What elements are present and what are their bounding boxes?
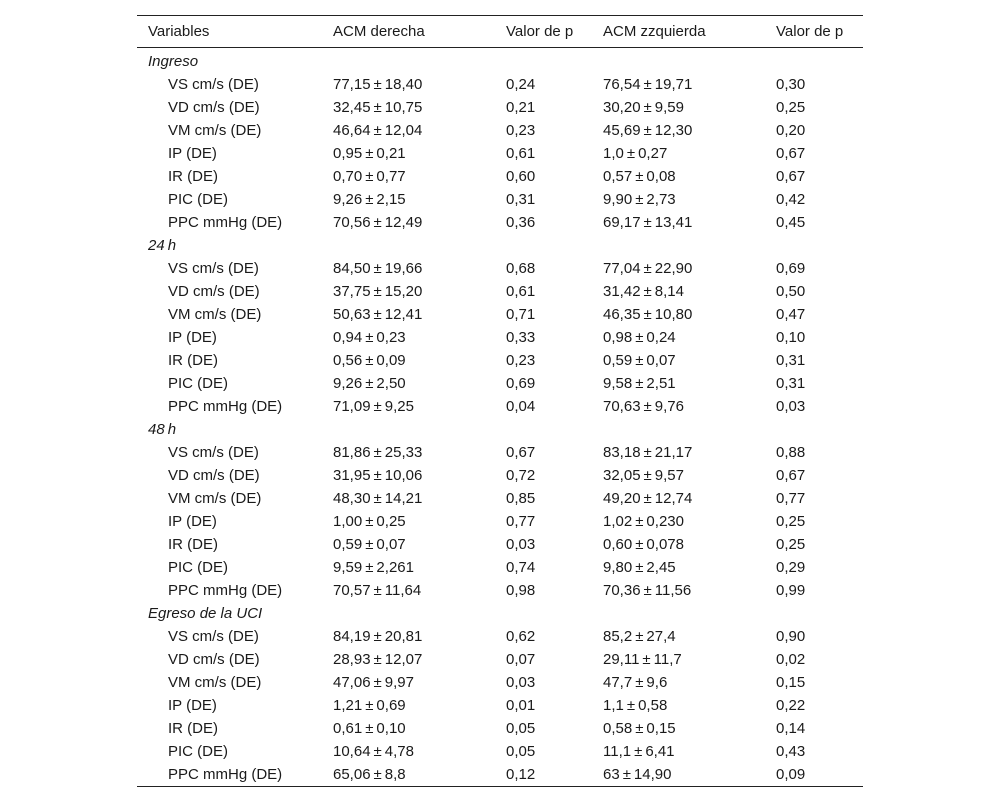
p-value-right-cell: 0,05: [506, 743, 536, 760]
acm-right-cell: 0,94 ± 0,23: [333, 329, 406, 346]
table-row: [137, 303, 863, 326]
p-value-left-cell: 0,99: [776, 582, 806, 599]
acm-right-cell: 0,59 ± 0,07: [333, 536, 406, 553]
acm-right-cell: 0,95 ± 0,21: [333, 145, 406, 162]
variable-cell: VM cm/s (DE): [168, 122, 262, 139]
p-value-right-cell: 0,62: [506, 628, 536, 645]
acm-left-cell: 11,1 ± 6,41: [603, 743, 675, 760]
acm-right-cell: 46,64 ± 12,04: [333, 122, 423, 139]
variable-cell: VM cm/s (DE): [168, 306, 262, 323]
p-value-right-cell: 0,24: [506, 76, 536, 93]
acm-right-cell: 70,57 ± 11,64: [333, 582, 422, 599]
p-value-right-cell: 0,71: [506, 306, 536, 323]
variable-cell: PIC (DE): [168, 743, 228, 760]
acm-right-cell: 1,00 ± 0,25: [333, 513, 406, 530]
section-row: [137, 418, 863, 441]
section-title: Ingreso: [148, 53, 199, 70]
acm-left-cell: 70,63 ± 9,76: [603, 398, 684, 415]
p-value-right-cell: 0,01: [506, 697, 536, 714]
acm-right-cell: 9,59 ± 2,261: [333, 559, 414, 576]
variable-cell: IR (DE): [168, 168, 218, 185]
acm-right-cell: 0,61 ± 0,10: [333, 720, 406, 737]
p-value-left-cell: 0,31: [776, 352, 806, 369]
p-value-right-cell: 0,74: [506, 559, 536, 576]
acm-left-cell: 83,18 ± 21,17: [603, 444, 693, 461]
acm-right-cell: 28,93 ± 12,07: [333, 651, 423, 668]
header-variables: Variables: [148, 23, 210, 40]
variable-cell: VS cm/s (DE): [168, 444, 259, 461]
acm-left-cell: 45,69 ± 12,30: [603, 122, 693, 139]
table-row: [137, 671, 863, 694]
acm-left-cell: 0,60 ± 0,078: [603, 536, 684, 553]
variable-cell: IP (DE): [168, 329, 217, 346]
acm-right-cell: 48,30 ± 14,21: [333, 490, 423, 507]
section-row: [137, 234, 863, 257]
table-row: [137, 280, 863, 303]
table-row: [137, 740, 863, 763]
p-value-right-cell: 0,61: [506, 145, 536, 162]
variable-cell: IP (DE): [168, 513, 217, 530]
p-value-right-cell: 0,21: [506, 99, 536, 116]
table-row: [137, 533, 863, 556]
acm-right-cell: 84,19 ± 20,81: [333, 628, 423, 645]
acm-left-cell: 70,36 ± 11,56: [603, 582, 692, 599]
variable-cell: PPC mmHg (DE): [168, 766, 283, 783]
table-row: [137, 717, 863, 740]
acm-right-cell: 81,86 ± 25,33: [333, 444, 423, 461]
acm-left-cell: 76,54 ± 19,71: [603, 76, 693, 93]
p-value-right-cell: 0,69: [506, 375, 536, 392]
p-value-left-cell: 0,14: [776, 720, 806, 737]
table-row: [137, 257, 863, 280]
acm-right-cell: 37,75 ± 15,20: [333, 283, 423, 300]
p-value-left-cell: 0,77: [776, 490, 806, 507]
acm-right-cell: 32,45 ± 10,75: [333, 99, 423, 116]
acm-left-cell: 0,57 ± 0,08: [603, 168, 676, 185]
section-title: Egreso de la UCI: [148, 605, 263, 622]
variable-cell: PIC (DE): [168, 375, 228, 392]
table-row: [137, 464, 863, 487]
acm-right-cell: 0,70 ± 0,77: [333, 168, 406, 185]
table-row: [137, 694, 863, 717]
p-value-right-cell: 0,23: [506, 122, 536, 139]
p-value-right-cell: 0,77: [506, 513, 536, 530]
p-value-right-cell: 0,85: [506, 490, 536, 507]
variable-cell: PPC mmHg (DE): [168, 214, 283, 231]
p-value-left-cell: 0,15: [776, 674, 806, 691]
variable-cell: PIC (DE): [168, 559, 228, 576]
section-title: 24 h: [148, 237, 177, 254]
p-value-left-cell: 0,25: [776, 99, 806, 116]
p-value-right-cell: 0,05: [506, 720, 536, 737]
table-row: [137, 395, 863, 418]
p-value-left-cell: 0,69: [776, 260, 806, 277]
p-value-left-cell: 0,88: [776, 444, 806, 461]
acm-left-cell: 29,11 ± 11,7: [603, 651, 682, 668]
acm-right-cell: 71,09 ± 9,25: [333, 398, 414, 415]
header-acm-right: ACM derecha: [333, 23, 425, 40]
acm-right-cell: 0,56 ± 0,09: [333, 352, 406, 369]
acm-right-cell: 31,95 ± 10,06: [333, 467, 423, 484]
acm-right-cell: 50,63 ± 12,41: [333, 306, 423, 323]
table-row: [137, 142, 863, 165]
p-value-left-cell: 0,43: [776, 743, 806, 760]
p-value-left-cell: 0,67: [776, 467, 806, 484]
table-row: [137, 556, 863, 579]
acm-right-cell: 70,56 ± 12,49: [333, 214, 423, 231]
p-value-right-cell: 0,12: [506, 766, 536, 783]
acm-left-cell: 0,58 ± 0,15: [603, 720, 676, 737]
variable-cell: VS cm/s (DE): [168, 76, 259, 93]
table-row: [137, 119, 863, 142]
table-row: [137, 625, 863, 648]
variable-cell: PIC (DE): [168, 191, 228, 208]
p-value-right-cell: 0,33: [506, 329, 536, 346]
p-value-left-cell: 0,30: [776, 76, 806, 93]
acm-left-cell: 31,42 ± 8,14: [603, 283, 684, 300]
variable-cell: IP (DE): [168, 697, 217, 714]
variable-cell: VD cm/s (DE): [168, 99, 260, 116]
table-row: [137, 211, 863, 234]
variable-cell: VD cm/s (DE): [168, 651, 260, 668]
p-value-left-cell: 0,03: [776, 398, 806, 415]
section-row: [137, 50, 863, 73]
p-value-left-cell: 0,45: [776, 214, 806, 231]
p-value-left-cell: 0,22: [776, 697, 806, 714]
table-row: [137, 326, 863, 349]
table-row: [137, 579, 863, 602]
p-value-right-cell: 0,61: [506, 283, 536, 300]
acm-right-cell: 47,06 ± 9,97: [333, 674, 414, 691]
table-row: [137, 648, 863, 671]
variable-cell: IR (DE): [168, 352, 218, 369]
p-value-left-cell: 0,09: [776, 766, 806, 783]
acm-left-cell: 63 ± 14,90: [603, 766, 672, 783]
variable-cell: IP (DE): [168, 145, 217, 162]
p-value-left-cell: 0,25: [776, 513, 806, 530]
acm-left-cell: 0,98 ± 0,24: [603, 329, 676, 346]
table-row: [137, 372, 863, 395]
p-value-left-cell: 0,47: [776, 306, 806, 323]
variable-cell: VM cm/s (DE): [168, 674, 262, 691]
variable-cell: IR (DE): [168, 536, 218, 553]
table-header: [137, 16, 863, 48]
variable-cell: IR (DE): [168, 720, 218, 737]
p-value-left-cell: 0,42: [776, 191, 806, 208]
p-value-right-cell: 0,60: [506, 168, 536, 185]
acm-right-cell: 9,26 ± 2,50: [333, 375, 406, 392]
acm-left-cell: 30,20 ± 9,59: [603, 99, 684, 116]
acm-left-cell: 0,59 ± 0,07: [603, 352, 676, 369]
table-row: [137, 487, 863, 510]
header-acm-left: ACM zzquierda: [603, 23, 706, 40]
acm-left-cell: 9,90 ± 2,73: [603, 191, 676, 208]
p-value-left-cell: 0,10: [776, 329, 806, 346]
header-p-value-right: Valor de p: [506, 23, 574, 40]
acm-right-cell: 9,26 ± 2,15: [333, 191, 406, 208]
p-value-right-cell: 0,23: [506, 352, 536, 369]
table-row: [137, 96, 863, 119]
variable-cell: VS cm/s (DE): [168, 628, 259, 645]
header-p-value-left: Valor de p: [776, 23, 844, 40]
p-value-right-cell: 0,07: [506, 651, 536, 668]
variable-cell: VS cm/s (DE): [168, 260, 259, 277]
acm-right-cell: 10,64 ± 4,78: [333, 743, 414, 760]
table-row: [137, 441, 863, 464]
variable-cell: VD cm/s (DE): [168, 283, 260, 300]
p-value-right-cell: 0,04: [506, 398, 536, 415]
p-value-left-cell: 0,29: [776, 559, 806, 576]
p-value-left-cell: 0,25: [776, 536, 806, 553]
acm-left-cell: 47,7 ± 9,6: [603, 674, 668, 691]
section-title: 48 h: [148, 421, 177, 438]
acm-left-cell: 49,20 ± 12,74: [603, 490, 693, 507]
acm-left-cell: 77,04 ± 22,90: [603, 260, 693, 277]
variable-cell: VD cm/s (DE): [168, 467, 260, 484]
acm-left-cell: 85,2 ± 27,4: [603, 628, 676, 645]
table-row: [137, 763, 863, 786]
acm-left-cell: 32,05 ± 9,57: [603, 467, 684, 484]
table-row: [137, 510, 863, 533]
table-row: [137, 188, 863, 211]
acm-left-cell: 1,1 ± 0,58: [603, 697, 668, 714]
table-row: [137, 165, 863, 188]
acm-left-cell: 9,80 ± 2,45: [603, 559, 676, 576]
table-row: [137, 349, 863, 372]
variable-cell: PPC mmHg (DE): [168, 398, 283, 415]
p-value-right-cell: 0,36: [506, 214, 536, 231]
p-value-right-cell: 0,68: [506, 260, 536, 277]
p-value-left-cell: 0,31: [776, 375, 806, 392]
acm-left-cell: 46,35 ± 10,80: [603, 306, 693, 323]
p-value-left-cell: 0,50: [776, 283, 806, 300]
p-value-left-cell: 0,02: [776, 651, 806, 668]
p-value-right-cell: 0,72: [506, 467, 536, 484]
p-value-right-cell: 0,03: [506, 536, 536, 553]
acm-left-cell: 69,17 ± 13,41: [603, 214, 693, 231]
acm-left-cell: 1,02 ± 0,230: [603, 513, 684, 530]
p-value-right-cell: 0,31: [506, 191, 536, 208]
p-value-left-cell: 0,67: [776, 145, 806, 162]
p-value-left-cell: 0,90: [776, 628, 806, 645]
p-value-left-cell: 0,67: [776, 168, 806, 185]
acm-right-cell: 1,21 ± 0,69: [333, 697, 406, 714]
data-table: [137, 15, 863, 787]
acm-right-cell: 77,15 ± 18,40: [333, 76, 423, 93]
acm-right-cell: 65,06 ± 8,8: [333, 766, 406, 783]
acm-left-cell: 9,58 ± 2,51: [603, 375, 676, 392]
p-value-right-cell: 0,03: [506, 674, 536, 691]
table-body: [137, 50, 863, 786]
acm-right-cell: 84,50 ± 19,66: [333, 260, 423, 277]
variable-cell: PPC mmHg (DE): [168, 582, 283, 599]
p-value-left-cell: 0,20: [776, 122, 806, 139]
section-row: [137, 602, 863, 625]
variable-cell: VM cm/s (DE): [168, 490, 262, 507]
acm-left-cell: 1,0 ± 0,27: [603, 145, 668, 162]
p-value-right-cell: 0,98: [506, 582, 536, 599]
p-value-right-cell: 0,67: [506, 444, 536, 461]
table-row: [137, 73, 863, 96]
